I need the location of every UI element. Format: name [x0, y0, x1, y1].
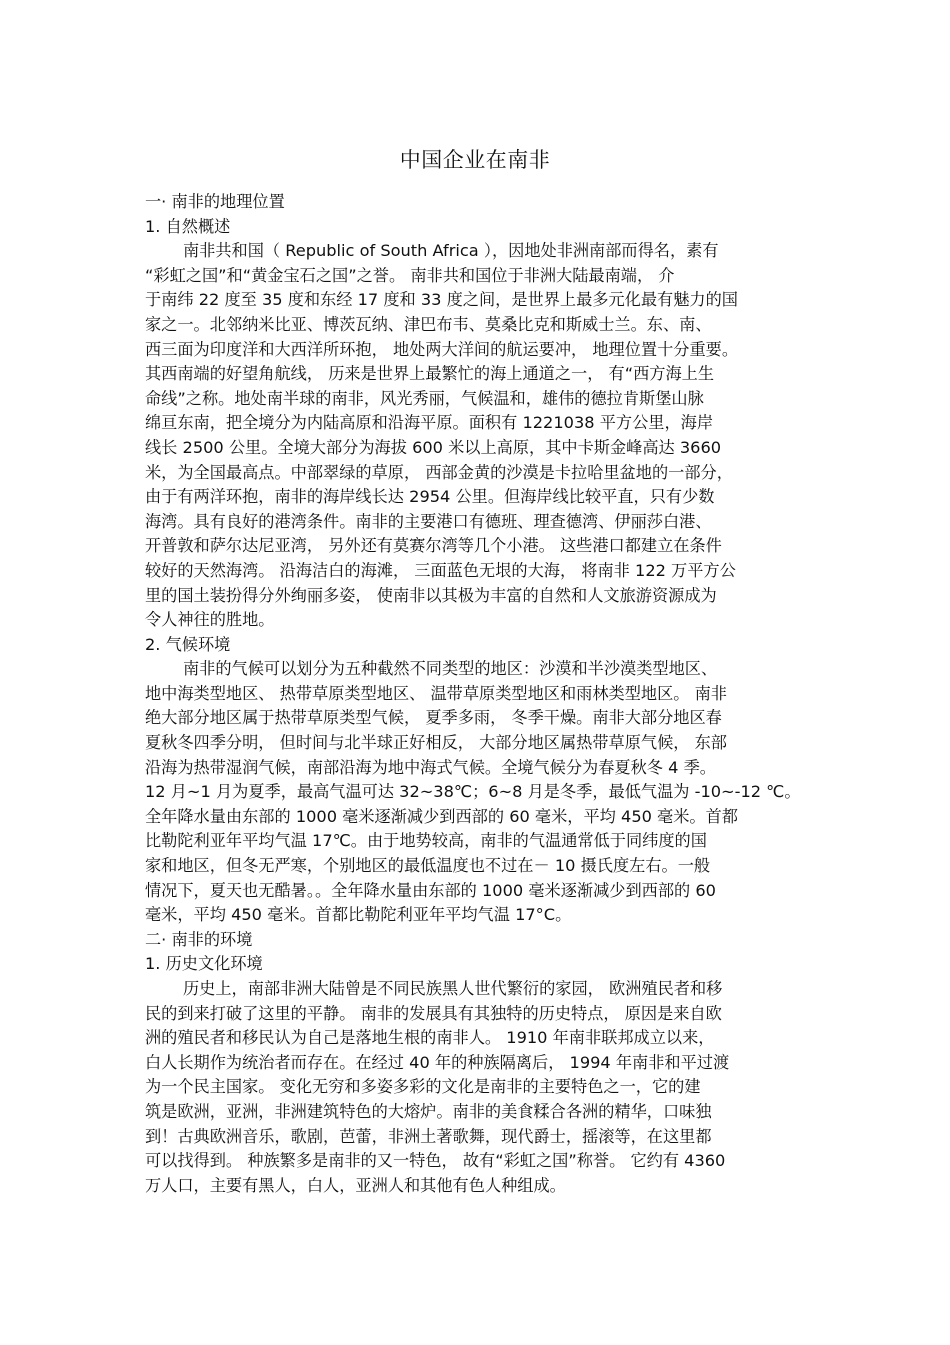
document-title: 中国企业在南非 — [399, 148, 551, 172]
text-line: 令人神往的胜地。 — [145, 610, 275, 630]
text-line: 毫米，平均 450 毫米。首都比勒陀利亚年平均气温 17°C。 — [145, 905, 572, 925]
text-line: 绵亘东南，把全境分为内陆高原和沿海平原。面积有 1221038 平方公里，海岸 — [145, 413, 714, 433]
text-line: 到！古典欧洲音乐，歌剧，芭蕾，非洲土著歌舞，现代爵士，摇滚等，在这里都 — [145, 1126, 712, 1146]
text-line: 命线”之称。地处南半球的南非，风光秀丽，气候温和，雄伟的德拉肯斯堡山脉 — [145, 388, 704, 408]
text-line: 历史上，南部非洲大陆曾是不同民族黑人世代繁衍的家园， 欧洲殖民者和移 — [183, 979, 723, 998]
text-line: 南非的气候可以划分为五种截然不同类型的地区：沙漠和半沙漠类型地区、 — [183, 659, 718, 679]
text-line: 西三面为印度洋和大西洋所环抱， 地处两大洋间的航运要冲， 地理位置十分重要。 — [145, 339, 739, 359]
text-line: 12 月~1 月为夏季，最高气温可达 32~38℃；6~8 月是冬季，最低气温为 -10~-12 ℃。 — [145, 782, 801, 802]
text-line: 南非共和国（ Republic of South Africa ），因地处非洲南部而得名，素有 — [183, 241, 719, 261]
text-line: 家和地区，但冬无严寒，个别地区的最低温度也不过在－ 10 摄氏度左右。一般 — [145, 856, 711, 876]
text-line: 万人口，主要有黑人，白人，亚洲人和其他有色人种组成。 — [145, 1175, 566, 1195]
text-line: 地中海类型地区、 热带草原类型地区、 温带草原类型地区和雨林类型地区。 南非 — [145, 683, 727, 703]
text-line: 白人长期作为统治者而存在。在经过 40 年的种族隔离后， 1994 年南非和平过渡 — [145, 1052, 730, 1072]
text-line: 由于有两洋环抱，南非的海岸线长达 2954 公里。但海岸线比较平直，只有少数 — [145, 487, 715, 507]
document-body — [145, 190, 815, 1198]
text-line: 为一个民主国家。 变化无穷和多姿多彩的文化是南非的主要特色之一，它的建 — [145, 1077, 701, 1097]
text-line: 里的国土装扮得分外绚丽多姿， 使南非以其极为丰富的自然和人文旅游资源成为 — [145, 585, 717, 605]
text-line: 于南纬 22 度至 35 度和东经 17 度和 33 度之间，是世界上最多元化最有魅力的国 — [145, 290, 738, 310]
text-line: 其西南端的好望角航线， 历来是世界上最繁忙的海上通道之一， 有“西方海上生 — [145, 364, 715, 384]
text-line: 米，为全国最高点。中部翠绿的草原， 西部金黄的沙漠是卡拉哈里盆地的一部分， — [145, 462, 733, 482]
text-line: 较好的天然海湾。 沿海洁白的海滩， 三面蓝色无垠的大海， 将南非 122 万平方公 — [145, 560, 736, 580]
text-line: 全年降水量由东部的 1000 毫米逐渐减少到西部的 60 毫米，平均 450 毫米。首都 — [145, 806, 738, 826]
text-line: 二· 南非的环境 — [145, 929, 253, 949]
text-line: 一· 南非的地理位置 — [145, 192, 285, 211]
text-line: 沿海为热带湿润气候，南部沿海为地中海式气候。全境气候分为春夏秋冬 4 季。 — [145, 757, 716, 777]
text-line: 民的到来打破了这里的平静。 南非的发展具有其独特的历史特点， 原因是来自欧 — [145, 1003, 722, 1023]
text-line: 筑是欧洲，亚洲，非洲建筑特色的大熔炉。南非的美食糅合各洲的精华，口味独 — [145, 1101, 712, 1121]
text-line: 可以找得到。 种族繁多是南非的又一特色， 故有“彩虹之国”称誉。 它约有 4360 — [145, 1151, 726, 1171]
text-line: 夏秋冬四季分明， 但时间与北半球正好相反， 大部分地区属热带草原气候， 东部 — [145, 733, 727, 753]
text-line: 家之一。北邻纳米比亚、博茨瓦纳、津巴布韦、莫桑比克和斯威士兰。东、南、 — [145, 314, 712, 334]
text-line: 1. 历史文化环境 — [145, 954, 263, 974]
text-line: 线长 2500 公里。全境大部分为海拔 600 米以上高原，其中卡斯金峰高达 3660 — [145, 437, 722, 457]
text-line: 绝大部分地区属于热带草原类型气候， 夏季多雨， 冬季干燥。南非大部分地区春 — [145, 708, 722, 728]
text-line: 比勒陀利亚年平均气温 17℃。由于地势较高，南非的气温通常低于同纬度的国 — [145, 831, 707, 851]
text-line: 洲的殖民者和移民认为自己是落地生根的南非人。 1910 年南非联邦成立以来， — [145, 1028, 715, 1048]
text-line: “彩虹之国”和“黄金宝石之国”之誉。 南非共和国位于非洲大陆最南端， 介 — [145, 265, 675, 285]
text-line: 情况下，夏天也无酷暑。。全年降水量由东部的 1000 毫米逐渐减少到西部的 60 — [145, 880, 716, 900]
text-line: 1. 自然概述 — [145, 216, 231, 236]
text-line: 海湾。具有良好的港湾条件。南非的主要港口有德班、理查德湾、伊丽莎白港、 — [145, 511, 712, 531]
text-line: 2. 气候环境 — [145, 634, 231, 654]
text-line: 开普敦和萨尔达尼亚湾， 另外还有莫赛尔湾等几个小港。 这些港口都建立在条件 — [145, 536, 722, 556]
